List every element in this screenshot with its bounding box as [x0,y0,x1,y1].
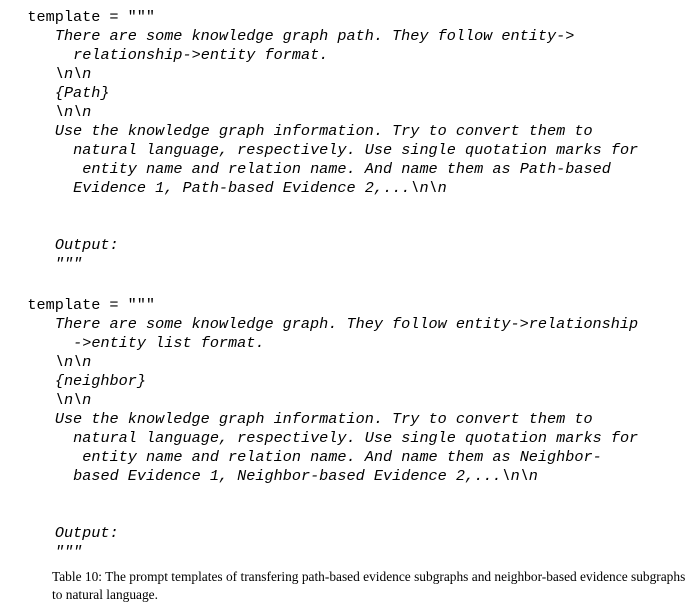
code-line: template = """ [27,296,156,314]
code-line: Use the knowledge graph information. Try to convert them to [54,410,593,428]
code-line [0,217,638,236]
code-line: natural language, respectively. Use single quotation marks for [73,141,639,159]
code-line: There are some knowledge graph path. They follow entity-> [54,27,575,45]
code-line [0,198,638,217]
code-line: entity name and relation name. And name them as Path-based [73,160,611,178]
neighbor-template-code-block [0,296,638,562]
code-line [0,505,638,524]
code-line: Output: [54,236,119,254]
table-caption: Table 10: The prompt templates of transfering path-based evidence subgraphs and neighbor-based evidence subgraphs to natural language. [52,569,686,602]
code-line: There are some knowledge graph. They follow entity->relationship [54,315,639,333]
code-line: """ [54,543,83,561]
code-line: Use the knowledge graph information. Try to convert them to [54,122,593,140]
code-line: natural language, respectively. Use single quotation marks for [73,429,639,447]
code-line: \n\n [54,65,92,83]
code-line: entity name and relation name. And name them as Neighbor- [73,448,602,466]
code-line: \n\n [54,103,92,121]
path-template-code-block [0,8,638,274]
code-line: Evidence 1, Path-based Evidence 2,...\n\n [73,179,447,197]
code-line: relationship->entity format. [73,46,329,64]
code-line: \n\n [54,353,92,371]
code-line: Output: [54,524,119,542]
code-line: {Path} [54,84,110,102]
code-line: ->entity list format. [73,334,265,352]
code-line: based Evidence 1, Neighbor-based Evidence 2,...\n\n [73,467,538,485]
code-line: template = """ [27,8,156,26]
code-line: """ [54,255,83,273]
code-line: {neighbor} [54,372,146,390]
code-line: \n\n [54,391,92,409]
code-line [0,486,638,505]
